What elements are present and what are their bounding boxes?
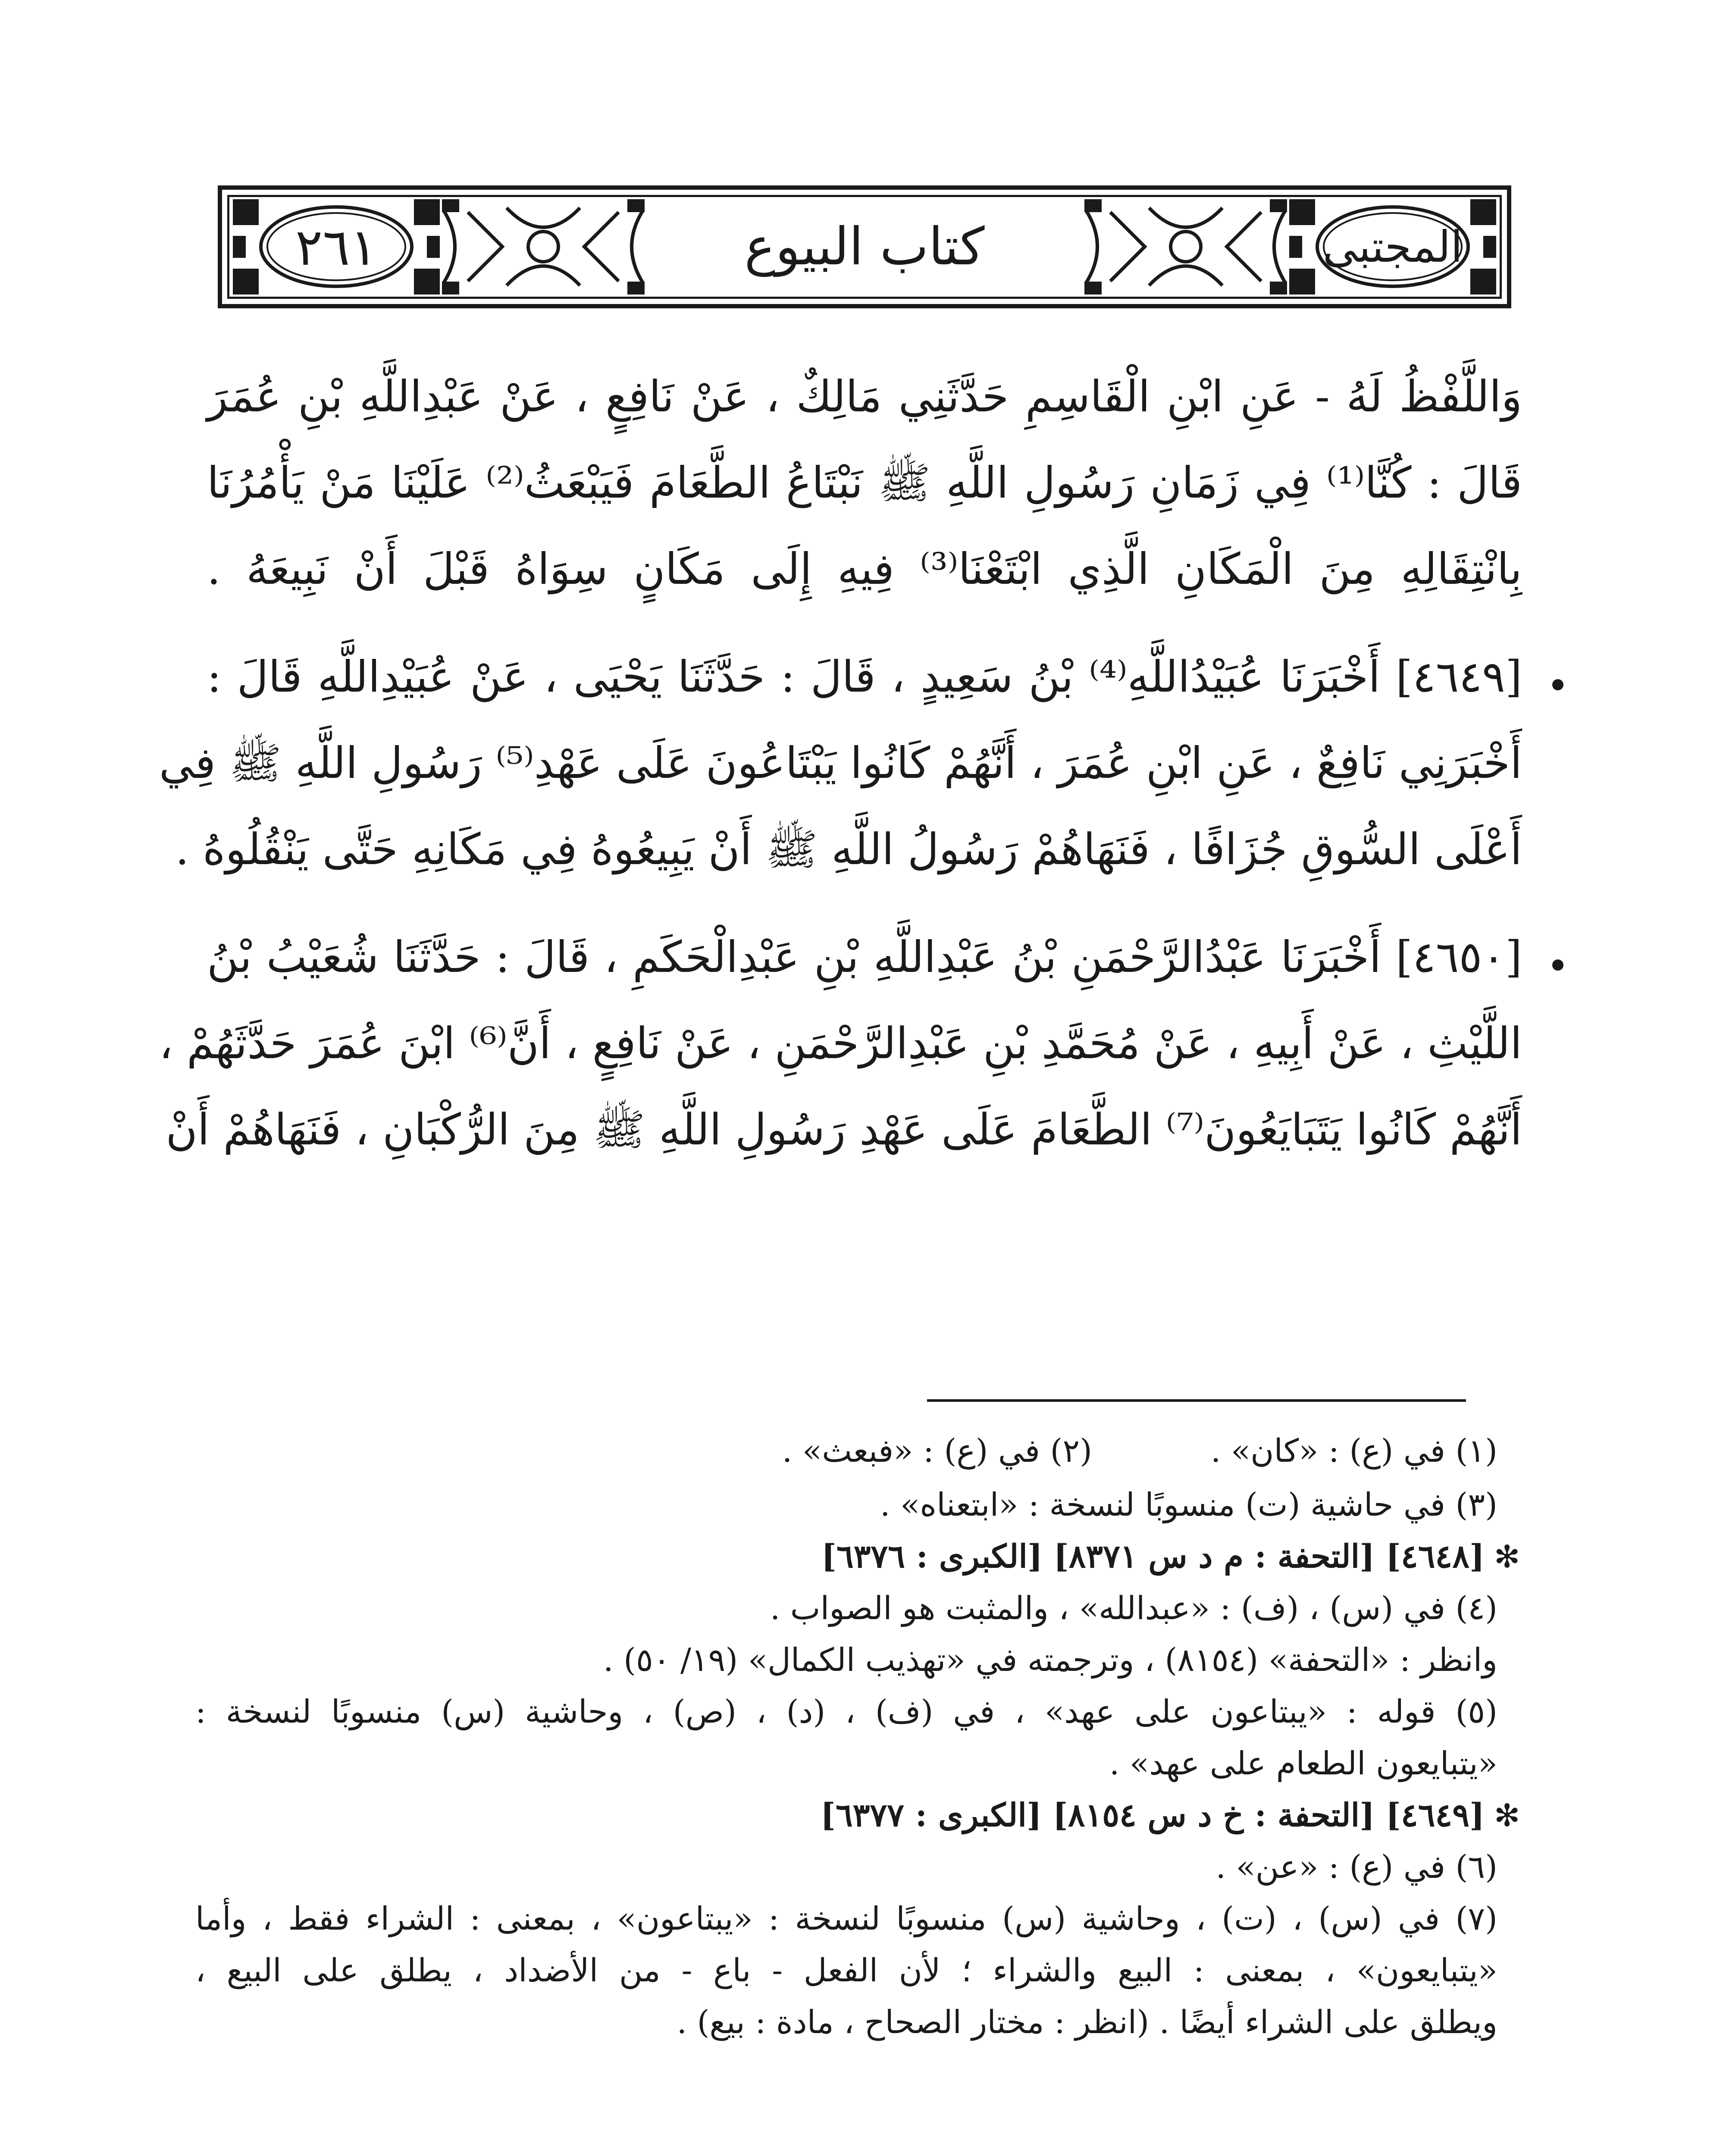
text-line: بِانْتِقَالِهِ مِنَ الْمَكَانِ الَّذِي ابْتَعْنَا⁽³⁾ فِيهِ إِلَى مَكَانٍ سِوَاهُ قَبْلَ أَنْ نَبِيعَهُ . [207, 544, 1522, 594]
ornament-band-right-icon [1084, 199, 1287, 295]
book-brand: المجتبى [1322, 222, 1463, 272]
footnote-4-continued: وانظر : «التحفة» (٨١٥٤) ، وترجمته في «تهذيب الكمال» (١٩/ ٥٠) . [603, 1642, 1497, 1679]
text-line: أَعْلَى السُّوقِ جُزَافًا ، فَنَهَاهُمْ رَسُولُ اللَّهِ ﷺ أَنْ يَبِيعُوهُ فِي مَكَانِهِ حَتَّى يَنْقُلُوهُ . [175, 824, 1522, 874]
bullet-icon [1552, 679, 1563, 690]
footnote-5-continued: «يتبايعون الطعام على عهد» . [1109, 1745, 1497, 1782]
ornament-band-left-icon [442, 199, 645, 295]
asterisk-icon: ✻ [1494, 1539, 1520, 1575]
footnote-6: (٦) في (ع) : «عن» . [1215, 1849, 1497, 1886]
text-line: أَخْبَرَنِي نَافِعٌ ، عَنِ ابْنِ عُمَرَ ، أَنَّهُمْ كَانُوا يَبْتَاعُونَ عَلَى عَهْدِ⁽⁵⁾ رَسُولِ اللَّهِ ﷺ فِي [159, 738, 1522, 788]
footnote-7: (٧) في (س) ، (ت) ، وحاشية (س) منسوبًا لنسخة : «يبتاعون» ، بمعنى : الشراء فقط ، وأما [195, 1900, 1497, 1937]
footnote-7-end: ويطلق على الشراء أيضًا . (انظر : مختار الصحاح ، مادة : بيع) . [677, 2004, 1497, 2041]
footnote-separator [927, 1399, 1466, 1402]
footnote-3: (٣) في حاشية (ت) منسوبًا لنسخة : «ابتعناه» . [880, 1486, 1497, 1523]
asterisk-icon: ✻ [1494, 1797, 1520, 1833]
reference-4648: [٤٦٤٨] [التحفة : م د س ٨٣٧١] [الكبرى : ٦٣٧٦] [821, 1538, 1485, 1575]
footnote-5: (٥) قوله : «يبتاعون على عهد» ، في (ف) ، (د) ، (ص) ، وحاشية (س) منسوبًا لنسخة : [195, 1693, 1497, 1730]
text-line: قَالَ : كُنَّا⁽¹⁾ فِي زَمَانِ رَسُولِ اللَّهِ ﷺ نَبْتَاعُ الطَّعَامَ فَيَبْعَثُ⁽²⁾ عَلَيْنَا مَنْ يَأْمُرُنَا [207, 458, 1522, 508]
footnote-4: (٤) في (س) ، (ف) : «عبدالله» ، والمثبت هو الصواب . [770, 1590, 1497, 1627]
reference-4649: [٤٦٤٩] [التحفة : خ د س ٨١٥٤] [الكبرى : ٦٣٧٧] [821, 1797, 1485, 1834]
footnote-2: (٢) في (ع) : «فبعث» . [782, 1432, 1092, 1470]
footnote-7-continued: «يتبايعون» ، بمعنى : البيع والشراء ؛ لأن الفعل - باع - من الأضداد ، يطلق على البيع ، [195, 1952, 1497, 1989]
page-number: ٢٦١ [295, 217, 378, 277]
hadith-4650-heading: [٤٦٥٠] أَخْبَرَنَا عَبْدُالرَّحْمَنِ بْنُ عَبْدِاللَّهِ بْنِ عَبْدِالْحَكَمِ ، قَالَ : حَدَّثَنَا شُعَيْبُ بْنُ [207, 932, 1522, 982]
text-line: اللَّيْثِ ، عَنْ أَبِيهِ ، عَنْ مُحَمَّدِ بْنِ عَبْدِالرَّحْمَنِ ، عَنْ نَافِعٍ ، أَنَّ⁽⁶⁾ ابْنَ عُمَرَ حَدَّثَهُمْ ، [159, 1018, 1522, 1069]
text-line: أَنَّهُمْ كَانُوا يَتَبَايَعُونَ⁽⁷⁾ الطَّعَامَ عَلَى عَهْدِ رَسُولِ اللَّهِ ﷺ مِنَ الرُّكْبَانِ ، فَنَهَاهُمْ أَنْ [166, 1104, 1522, 1155]
hadith-4649-heading: [٤٦٤٩] أَخْبَرَنَا عُبَيْدُاللَّهِ⁽⁴⁾ بْنُ سَعِيدٍ ، قَالَ : حَدَّثَنَا يَحْيَى ، عَنْ عُبَيْدِاللَّهِ قَالَ : [207, 652, 1522, 702]
book-title: كتاب البيوع [744, 217, 985, 277]
bullet-icon [1552, 959, 1563, 971]
page-header [218, 185, 1511, 308]
text-line: وَاللَّفْظُ لَهُ - عَنِ ابْنِ الْقَاسِمِ حَدَّثَنِي مَالِكٌ ، عَنْ نَافِعٍ ، عَنْ عَبْدِاللَّهِ بْنِ عُمَرَ [207, 371, 1522, 422]
footnote-1: (١) في (ع) : «كان» . [1210, 1432, 1497, 1470]
